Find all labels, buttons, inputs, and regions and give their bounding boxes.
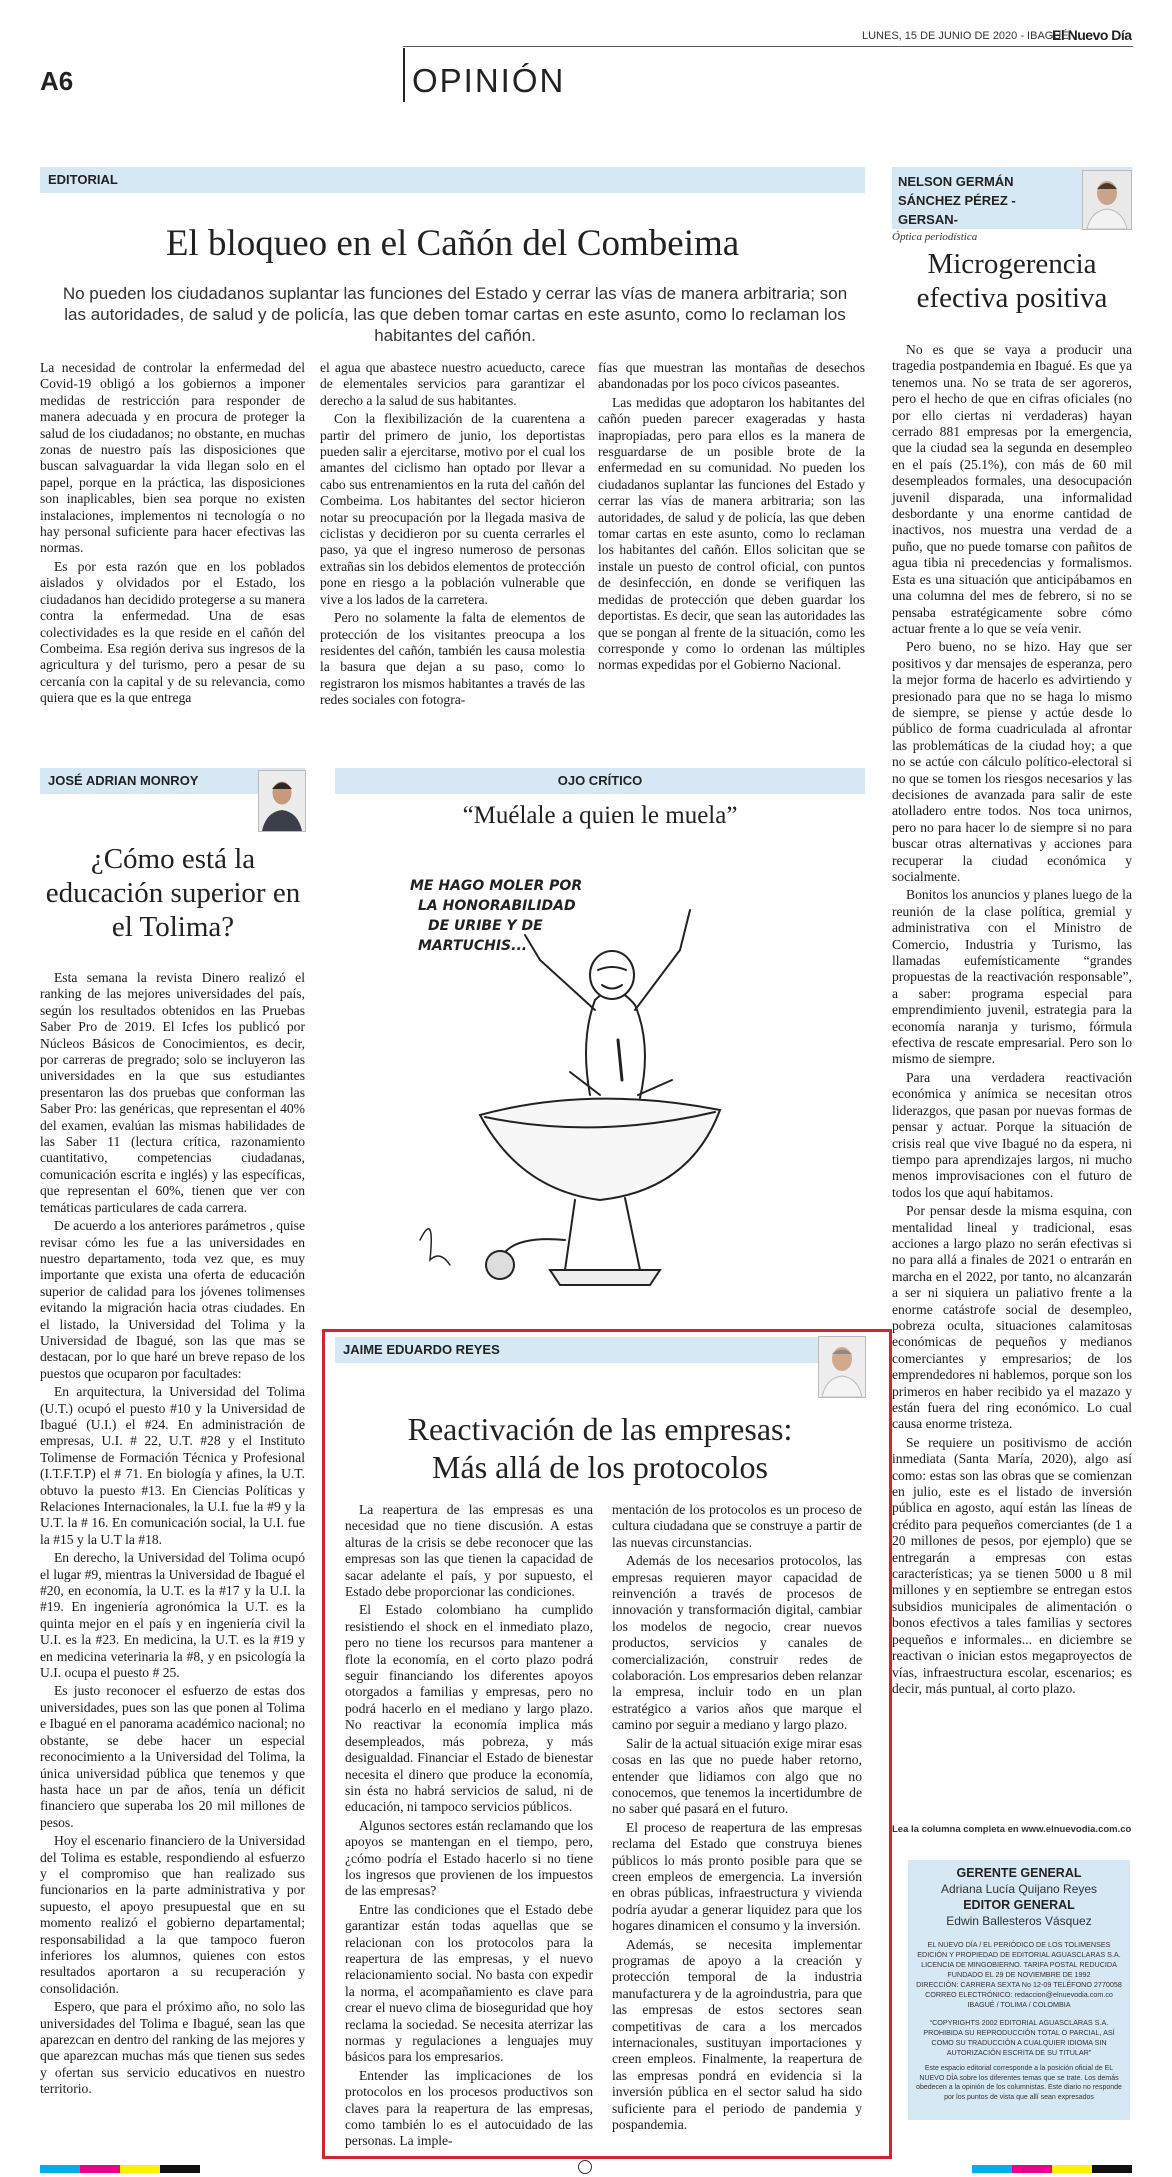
right-p6: Se requiere un positivismo de acción inmediata (Santa María, 2020), algo así como: estas son las obras que se comienzan en julio, este es el listado de inversión pública en agosto, aquí están las líneas de crédito para pequeños comerciantes (de 1 a 20 millones de pesos, por ejemplo) que se entregarán a empresas con estas características; ya se tienen 5000 u 8 mil millones y en septiembre se entregan estos subsidios municipales de alimentación o bonos efectivos a tales familias y sectores pequeños e informales... en diciembre se reactivan o inician estos megaproyectos de vías, infraestructura escolar, escenarios; es decir, más puntual, al corto plazo.	[892, 1434, 1132, 1696]
legal-line: EL NUEVO DÍA / EL PERIÓDICO DE LOS TOLIMENSES	[927, 1940, 1111, 1949]
author-photo-reyes	[818, 1336, 866, 1398]
portrait-icon	[1083, 171, 1131, 229]
center-col1-p5: Entender las implicaciones de los protocolos en los procesos productivos son claves para la reapertura de las empresas, como también lo es el autocuidado de las personas. La imple-	[345, 2067, 593, 2149]
section-title: OPINIÓN	[412, 62, 566, 99]
author-photo-gersan	[1082, 170, 1132, 230]
legal-line: LICENCIA DE MINGOBIERNO. TARIFA POSTAL REDUCIDA	[921, 1960, 1117, 1969]
center-author-name: JAIME EDUARDO REYES	[343, 1342, 500, 1357]
center-col-1	[345, 1502, 593, 2152]
left-p6: Hoy el escenario financiero de la Universidad del Tolima es estable, respondiendo al esfuerzo y el compromiso que han realizado sus funcionarios en la parte administrativa y por supuesto, el apoyo presupuestal que en su momento realizó el gobierno departamental; responsabilidad a la que tampoco fueron inferiores los alumnos, quienes con estos resultados aportaron a su recuperación y consolidación.	[40, 1833, 305, 1996]
editorial-col-1	[40, 360, 305, 709]
editorial-col2-p3: Pero no solamente la falta de elementos de protección de los visitantes preocupa a los residentes del cañón, también les causa molestia la basura que dejan a su paso, como lo registraron los mismos habitantes a través de las redes sociales con fotogra-	[320, 610, 585, 708]
center-col1-p4: Entre las condiciones que el Estado debe garantizar están todas aquellas que se relacionan con los protocolos para la reapertura de las empresas, y el nuevo relacionamiento social. No basta con expedir la norma, el acompañamiento es clave para crear el nuevo clima de bioseguridad que hoy reclama la sociedad. Se necesita aterrizar las normas y regulaciones a lenguajes muy básicos para los empresarios.	[345, 1901, 593, 2065]
center-title-line2: Más allá de los protocolos	[432, 1449, 768, 1485]
page-number: A6	[40, 66, 74, 96]
editorial-col1-p1: La necesidad de controlar la enfermedad del Covid-19 obligó a los gobiernos a imponer medidas de restricción para responder de manera adecuada y en procura de proteger la salud de los ciudadanos; no obstante, en muchas zonas de nuestro país las disposiciones que buscan salvaguardar la vida llegan solo en el papel, porque en la práctica, las disposiciones son inaplicables, bien sea porque no existen instalaciones, implementos ni tecnología o no hay personal suficiente para hacer efectivas las normas.	[40, 360, 305, 556]
left-body	[40, 970, 305, 2100]
center-col1-p3: Algunos sectores están reclamando que los apoyos se mantengan en el tiempo, pero, ¿cómo podría el Estado hacerlo si no tiene los ingresos que provienen de los impuestos de las empresas?	[345, 1817, 593, 1899]
right-p4: Para una verdadera reactivación económica y anímica se necesitan otros liderazgos, que pasan por nuevas formas de pensar y actuar. Porque la situación de crisis real que vive Ibagué no da espera, ni tiempo para aprendizajes largos, ni mucho menos improvisaciones con el futuro de todos los que aquí habitamos.	[892, 1069, 1132, 1200]
masthead-gerente-label: GERENTE GENERAL	[956, 1866, 1082, 1880]
right-footer-note[interactable]: Lea la columna completa en www.elnuevodia.com.co	[892, 1824, 1132, 1835]
masthead-editor-label: EDITOR GENERAL	[963, 1898, 1075, 1912]
right-p2: Pero bueno, no se hizo. Hay que ser positivos y dar mensajes de esperanza, pero la mejor forma de hacerlo es advirtiendo y presionado para que no se haga lo mismo de siempre, se piense y actúe desde lo público de forma cuadriculada al afrontar las problemáticas de la ciudad hoy; a que no se actúe con cálculo político-electoral si no que se tomen los riesgos necesarios y las decisiones de avanzada para salir de este atolladero entre todos. Nos toca unirnos, pero no para hacer lo de siempre si no para buscar otras alternativas y acciones para recuperar la ciudad económica y socialmente.	[892, 639, 1132, 884]
registration-mark-icon	[578, 2160, 592, 2174]
left-p2: De acuerdo a los anteriores parámetros , quise revisar cómo les fue a las universidades en nuestro departamento, toda vez que, es muy importante que exista una oferta de educación superior de calidad para los jóvenes tolimenses evitando la migración hacia otras ciudades. En el listado, la Universidad del Tolima y la Universidad de Ibagué, son las que mas se destacan, por lo que haré un breve repaso de los puestos que ocuparon por facultades:	[40, 1218, 305, 1381]
section-divider	[403, 48, 405, 102]
left-p3: En arquitectura, la Universidad del Tolima (U.T.) ocupó el puesto #10 y la Universidad de Ibagué (U.I.) el #24. En administración de empresas, U.I. # 22, U.T. #28 y el Instituto Tolimense de Formación Técnica y Profesional (I.T.F.T.P) el # 71. En biología y afines, la U.T. obtuvo la puesto #13. En Ciencias Políticas y Relaciones Internacionales, la U.I. fue la #9 y la U.T. la # 16. En comunicación social, la U.I. fue la #15 y la U.T la #18.	[40, 1384, 305, 1547]
center-author-bar	[335, 1337, 865, 1363]
cartoon-speech-line: ME HAGO MOLER POR	[410, 878, 583, 894]
masthead-gerente-name: Adriana Lucía Quijano Reyes	[940, 1882, 1098, 1896]
masthead-disclaimer: Este espacio editorial corresponde a la posición oficial de EL NUEVO DÍA sobre los diferentes temas que se trate. Los demás obedecen a la opinión de los columnistas. Este diario no responde por los puntos de vista que allí sean expresados	[916, 2065, 1122, 2101]
editorial-col2-p1: el agua que abastece nuestro acueducto, carece de elementales servicios para garantizar el derecho a la salud de sus habitantes.	[320, 360, 585, 408]
right-body	[892, 342, 1132, 1699]
header-rule	[403, 46, 1133, 47]
left-p5: Es justo reconocer el esfuerzo de estas dos universidades, pues son las que ponen al Tolima e Ibagué en el panorama académico nacional; no obstante, se debe hacer un especial reconocimiento a la Universidad del Tolima, la única universidad pública que tenemos y que hasta hace un par de años, tenía un déficit financiero que superaba los 20 mil millones de pesos.	[40, 1683, 305, 1830]
cartoon-tag-bar	[335, 768, 865, 794]
center-col-2	[612, 1502, 862, 2135]
cartoon-speech-line: LA HONORABILIDAD	[418, 898, 576, 914]
brand-logo: El Nuevo Día	[1052, 27, 1132, 43]
right-kicker: Óptica periodística	[892, 231, 978, 243]
cartoon-tag: OJO CRÍTICO	[557, 773, 643, 788]
center-col1-p2: El Estado colombiano ha cumplido resistiendo el shock en el inmediato plazo, pero no tiene los recursos para mantener a flote la economía, en el corto plazo podrá seguir financiando los diferentes apoyos otorgados a familias y empresas, pero no podrá hacerlo en el mediano y largo plazo. No reactivar la economía implica más desempleados, más pobreza, y más desigualdad. Financiar el Estado de bienestar necesita el dinero que produce la economía, sin ésta no habrá servicios de salud, ni de educación, ni tampoco servicios públicos.	[345, 1602, 593, 1815]
right-p3: Bonitos los anuncios y planes luego de la reunión de la clase política, gremial y administrativa con el Ministro de Comercio, Industria y Turismo, las llamadas eufemísticamente “grandes propuestas de la reactivación responsable”, a saber: programa especial para emprendimiento juvenil, estrategia para la economía naranja y turismo, fórmula efectiva de rescate empresarial. Pero son lo mismo de siempre.	[892, 887, 1132, 1067]
left-p1: Esta semana la revista Dinero realizó el ranking de las mejores universidades del país, según los resultados obtenidos en las Pruebas Saber Pro de 2019. El Icfes los publicó por Núcleos Básicos de Conocimientos, es decir, por carreras de pregrado; solo se incluyeron las universidades en la que sus estudiantes presentaron las dos pruebas que conforman las Saber Pro: las genéricas, que representan el 40% del examen, evalúan las mismas habilidades de las Saber 11 (lectura crítica, razonamiento cuantitativo, competencias ciudadanas, comunicación escrita e inglés) y las específicas, que representan el 60%, tienen que ver con temáticas particulares de cada carrera.	[40, 970, 305, 1215]
editorial-deck: No pueden los ciudadanos suplantar las funciones del Estado y cerrar las vías de manera arbitraria; son las autoridades, de salud y de policía, las que deben tomar cartas en este asunto, como lo reclaman los habitantes del cañón.	[62, 284, 848, 345]
masthead-legal	[912, 1940, 1126, 2010]
editorial-title: El bloqueo en el Cañón del Combeima	[165, 223, 740, 264]
cartoon-speech-line: DE URIBE Y DE	[428, 918, 543, 934]
center-col2-p5: Además, se necesita implementar programas de apoyo a la creación y protección temporal de la industria manufacturera y de la agroindustria, para que las empresas de estos sectores sean competitivas de cara a los mercados internacionales, sustituyan importaciones y creen empleos. Finalmente, la reapertura de las empresas pondrá en evidencia si la inversión pública en el sector salud ha sido suficiente para el periodo de pandemia y pospandemia.	[612, 1936, 862, 2133]
center-col2-p1: mentación de los protocolos es un proceso de cultura ciudadana que se construye a partir de las nuevas circunstancias.	[612, 1502, 862, 1550]
right-p5: Por pensar desde la misma esquina, con mentalidad lineal y tradicional, esas acciones a largo plazo no serán efectivas si no para allá a finales de 2021 o entrarán en marcha en el 2022, por tanto, no alcanzarán a ser ni siquiera un paliativo frente a la enorme catástrofe social de desempleo, pobreza oculta, situaciones calamitosas económicas de pequeños y medianos comerciantes y empresarios; de los emprendedores ni hablemos, porque son los primeros en haber recibido ya el mazazo y están fuera del ring económico. Lo cual causa enorme tristeza.	[892, 1203, 1132, 1432]
legal-line: IBAGUÉ / TOLIMA / COLOMBIA	[967, 2000, 1071, 2009]
masthead-copyright: “COPYRIGHTS 2002 EDITORIAL AGUASCLARAS S.A. PROHIBIDA SU REPRODUCCIÓN TOTAL O PARCIAL, ASÍ COMO SU TRADUCCIÓN A CUALQUIER IDIOMA SIN AUTORIZACIÓN ESCRITA DE SU TITULAR”	[923, 2018, 1115, 2057]
center-col2-p2: Además de los necesarios protocolos, las empresas requieren mayor capacidad de reinvención a través de procesos de innovación y transformación digital, cambiar los modelos de negocio, crear nuevos productos, servicios y canales de comercialización, construir redes de colaboración. Los empresarios deben relanzar la empresa, incluir todo en un plan estratégico a varios años que marque el camino por seguir a mediano y largo plazo.	[612, 1553, 862, 1733]
legal-line: EDICIÓN Y PROPIEDAD DE EDITORIAL AGUASCLARAS S.A.	[917, 1950, 1121, 1959]
editorial-col-2	[320, 360, 585, 711]
center-col2-p4: El proceso de reapertura de las empresas reclama del Estado que construya bienes públicos lo más pronto posible para que se creen empleos de emergencia. La inversión en obras públicas, infraestructura y vivienda podría ayudar a generar liquidez para que los hogares dinamicen el consumo y la inversión.	[612, 1819, 862, 1934]
left-author-name: JOSÉ ADRIAN MONROY	[48, 773, 199, 788]
cartoon-speech-line: MARTUCHIS...	[418, 938, 528, 954]
legal-line: FUNDADO EL 29 DE NOVIEMBRE DE 1992	[947, 1970, 1091, 1979]
author-photo-monroy	[258, 770, 306, 832]
date-line: LUNES, 15 DE JUNIO DE 2020 - IBAGUÉ	[862, 30, 1069, 42]
center-col1-p1: La reapertura de las empresas es una necesidad que no tiene discusión. A estas alturas de la crisis se debe reconocer que las empresas son las que tienen la capacidad de sacar adelante el país, y por supuesto, el Estado debe proporcionar las condiciones.	[345, 1502, 593, 1600]
left-title: ¿Cómo está la educación superior en el Tolima?	[45, 843, 301, 943]
editorial-col1-p2: Es por esta razón que en los poblados aislados y olvidados por el Estado, los ciudadanos han decidido protegerse a su manera contra la enfermedad. Una de esas colectividades es la que reside en el cañón del Combeima. Esa región deriva sus ingresos de la agricultura y del turismo, pero a pesar de su cercanía con la capital y de su relevancia, como quiera que es la que entrega	[40, 558, 305, 706]
editorial-col-3	[598, 360, 865, 676]
cartoon-illustration	[390, 840, 810, 1320]
portrait-icon	[819, 1337, 865, 1397]
center-col2-p3: Salir de la actual situación exige mirar esas cosas en las que no puede haber retorno, entender que lidiamos con algo que no conocemos, que tenemos la incertidumbre de no saber qué pasará en el futuro.	[612, 1735, 862, 1817]
left-p7: Espero, que para el próximo año, no solo las universidades del Tolima e Ibagué, sean las que aparezcan en dentro del ranking de las mejores y que aparezcan muchas más que tienen sus sedes y ofertan sus servicio educativos en nuestro territorio.	[40, 1999, 305, 2097]
cartoon-title: “Muélale a quien le muela”	[462, 802, 738, 829]
portrait-icon	[259, 771, 305, 831]
right-title: Microgerencia efectiva positiva	[916, 248, 1108, 314]
editorial-col3-p2: Las medidas que adoptaron los habitantes del cañón pueden parecer exageradas y hasta inapropiadas, pero para ellos es la manera de resguardarse de un posible brote de la enfermedad en su comunidad. No pueden los ciudadanos suplantar las funciones del Estado y cerrar las vías de manera arbitraria; son las autoridades, de salud y de policía, las que deben tomar cartas en este asunto, como lo reclaman los habitantes del cañón. Ellos solicitan que se instale un puesto de control oficial, con puntos de desinfección, en donde se verifiquen las medidas de protección que deben guardar los deportistas. Es decir, que sean las autoridades las que se pongan al frente de la situación, como les corresponde y como lo ordenan las múltiples normas expedidas por el Gobierno Nacional.	[598, 394, 865, 673]
right-author-name: NELSON GERMÁN SÁNCHEZ PÉREZ -GERSAN-	[898, 174, 1016, 227]
center-title	[335, 1410, 865, 1486]
left-p4: En derecho, la Universidad del Tolima ocupó el lugar #9, mientras la Universidad de Ibagué el #20, en economía, la U.T. es la #17 y la U.I. la #19. En ingeniería agronómica la U.T. es la quinta mejor en el país y en ingeniería civil la U.I. es la #23. En medicina, la U.T. es la #19 y en medicina veterinaria la #8, y en psicología la U.I. ocupa el puesto # 25.	[40, 1550, 305, 1681]
legal-line: DIRECCIÓN: CARRERA SEXTA No 12-09 TELÉFONO 2770058	[916, 1980, 1122, 1989]
editorial-tag-bar	[40, 167, 865, 193]
legal-line: CORREO ELECTRÓNICO: redaccion@elnuevodia.com.co	[925, 1990, 1113, 1999]
editorial-tag: EDITORIAL	[48, 172, 118, 187]
editorial-col2-p2: Con la flexibilización de la cuarentena a partir del primero de junio, los deportistas pueden salir a ejercitarse, motivo por el cual los amantes del ciclismo han optado por llevar a cabo sus entrenamientos en la ruta del cañón del Combeima. Los habitantes del sector hicieron notar su preocupación por la llegada masiva de ciclistas y decidieron por su cuenta cerrarles el paso, ya que el ingreso numeroso de personas extrañas sin los debidos elementos de protección pone en riesgo a la población vulnerable que vive a los lados de la carretera.	[320, 411, 586, 607]
editorial-col3-p1: fías que muestran las montañas de desechos abandonadas por los poco cívicos paseantes.	[598, 360, 865, 392]
grinder-cartoon-icon	[390, 840, 810, 1320]
center-title-line1: Reactivación de las empresas:	[407, 1411, 793, 1447]
right-p1: No es que se vaya a producir una tragedia postpandemia en Ibagué. Es que ya tenemos una. No se trata de ser agoreros, pero el hecho de que en cifras oficiales (no por ello ciertas ni verdaderas) hayan cerrado 881 empresas por la emergencia, que la ciudad sea la segunda en desempleo en el país (25.1%), con más de 60 mil desempleados formales, una desocupación juvenil disparada, una informalidad desbordante y una enorme cantidad de inactivos, nos muestra una verdad de a puño, que no puede tomarse con pañitos de agua tibia ni precedencias y formalismos. Esta es una situación que anticipábamos en una columna del mes de febrero, si no se pensaba estratégicamente sobre cómo actuar frente a lo que se veía venir.	[892, 342, 1132, 636]
masthead-editor-name: Edwin Ballesteros Vásquez	[946, 1914, 1092, 1928]
